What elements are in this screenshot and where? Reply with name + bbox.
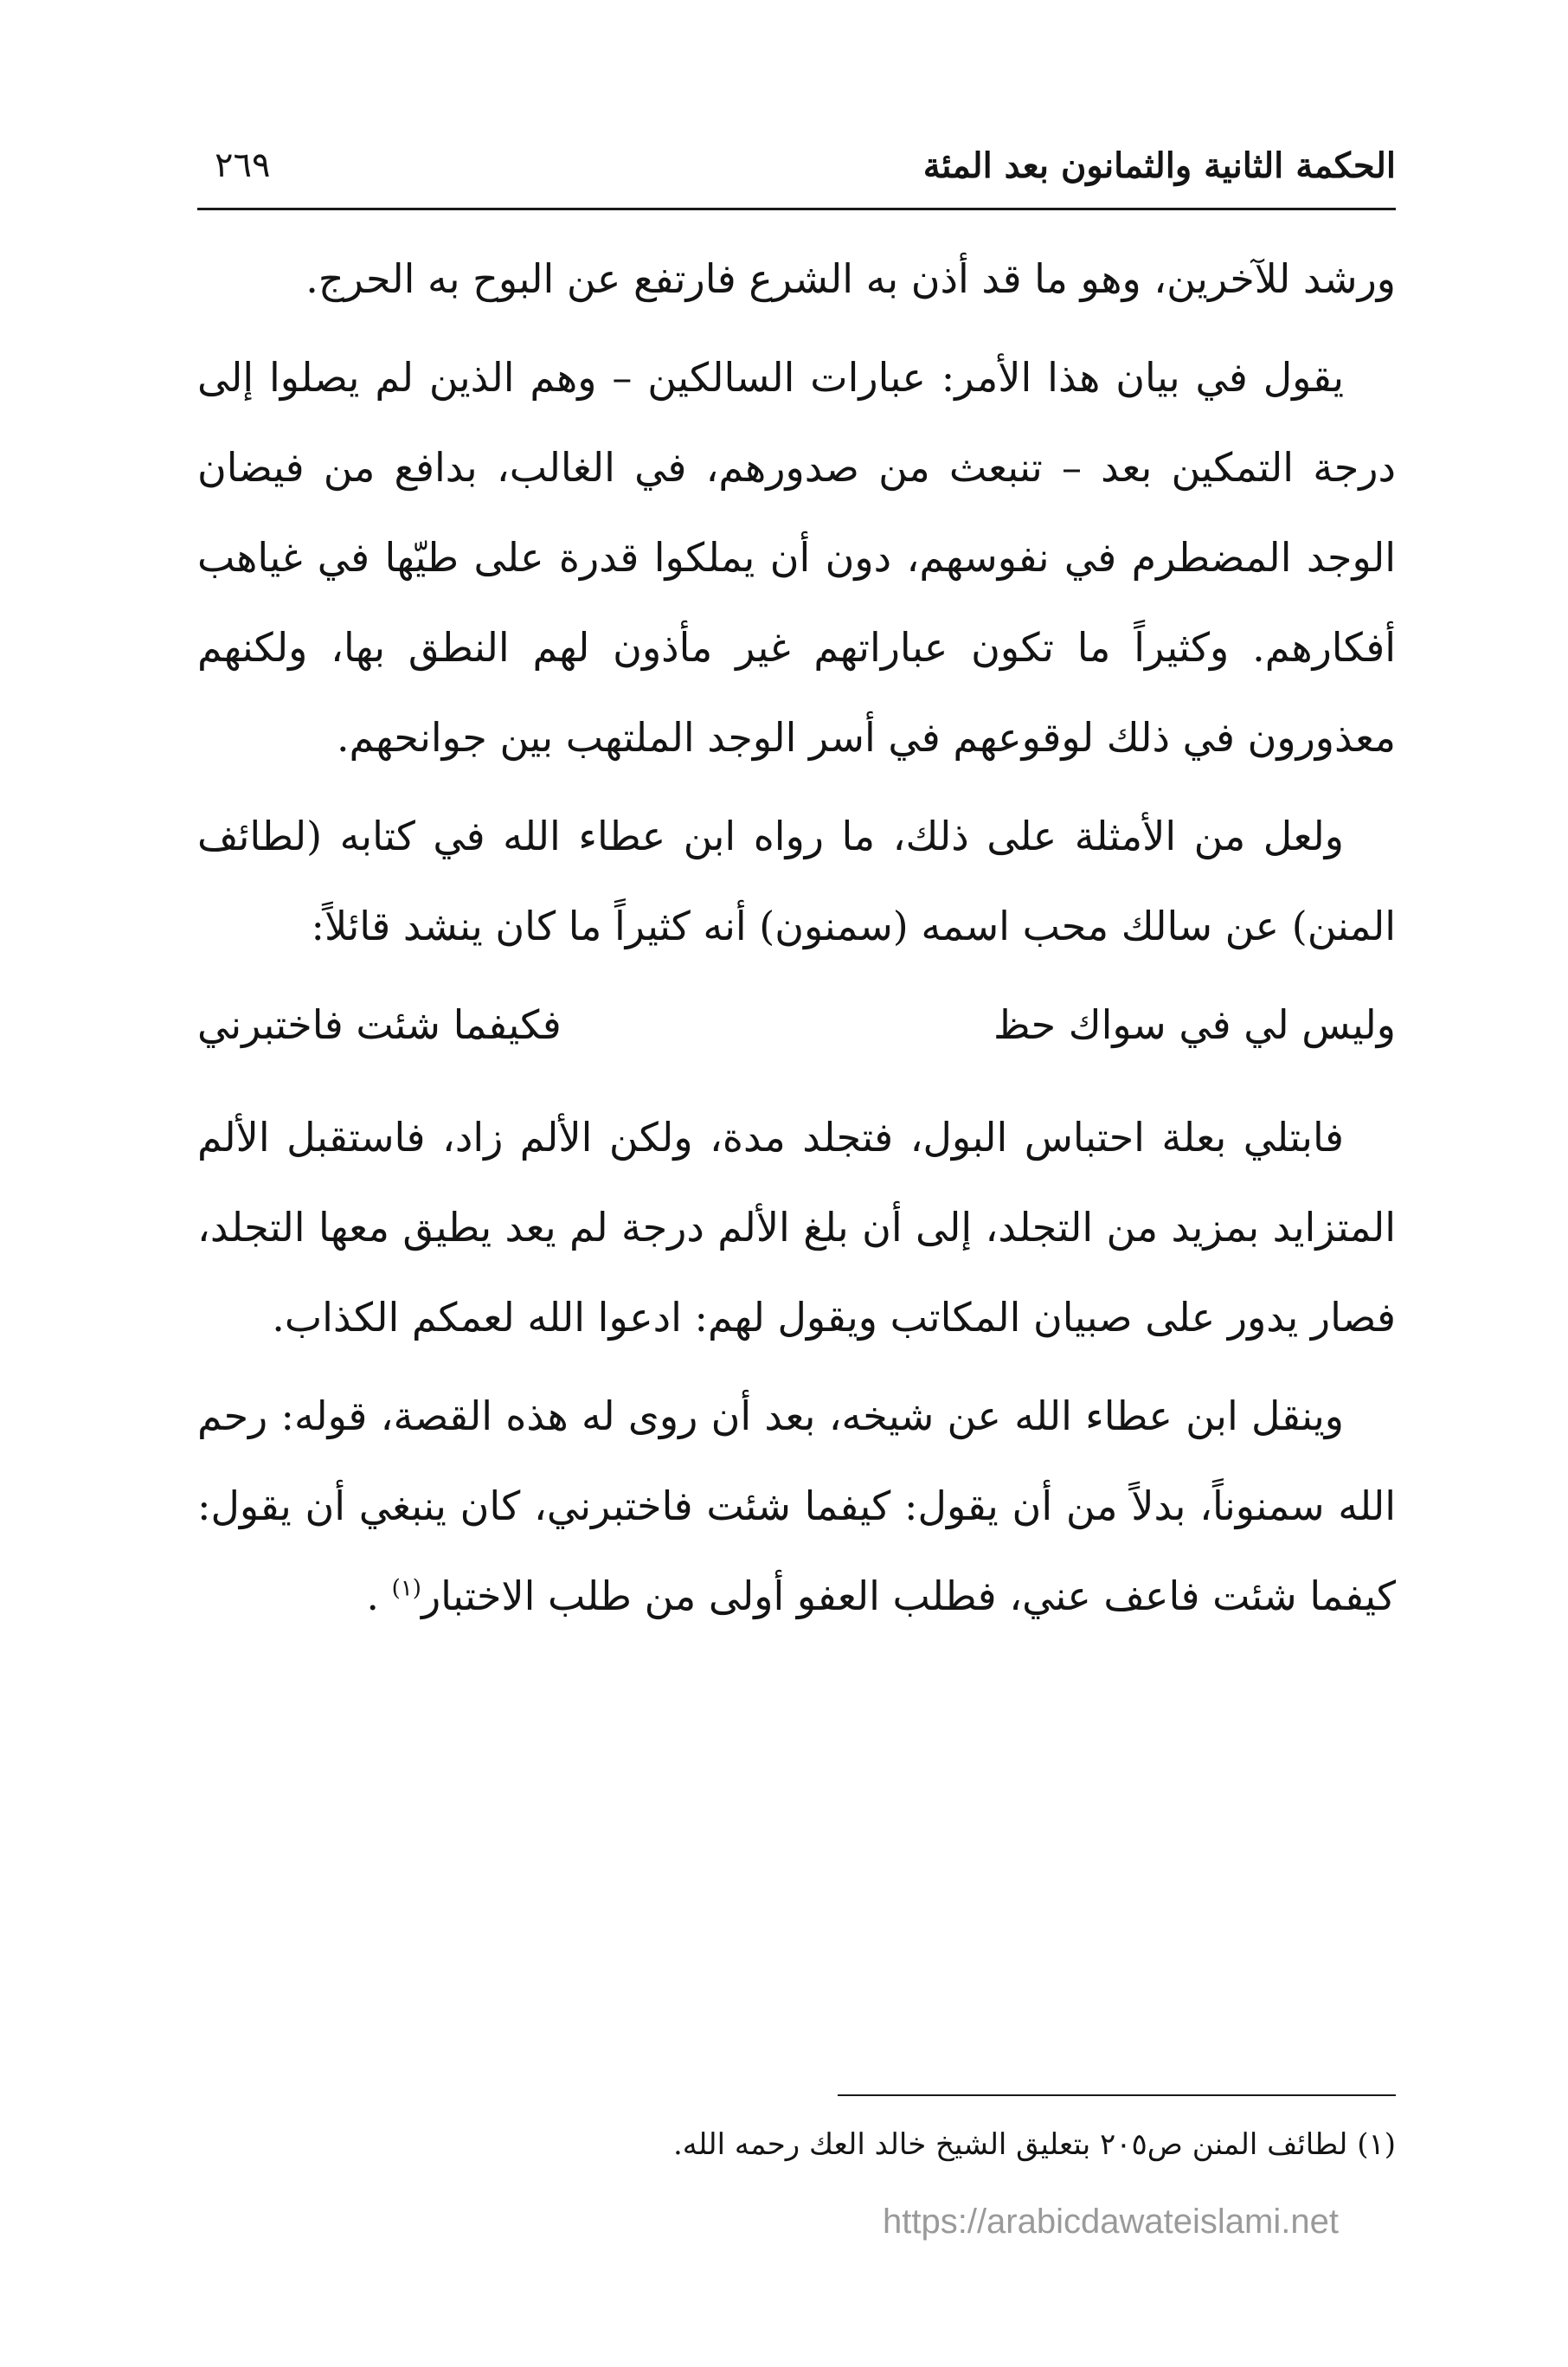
paragraph-1: ورشد للآخرين، وهو ما قد أذن به الشرع فارتفع عن البوح به الحرج. [305, 255, 1396, 302]
verse-first-hemistich: وليس لي في سواك حظ [993, 1001, 1396, 1048]
watermark-url: https://arabicdawateislami.net [883, 2203, 1339, 2241]
footnote: (١) لطائف المنن ص٢٠٥ بتعليق الشيخ خالد العك رحمه الله. [672, 2127, 1396, 2162]
paragraph-5-end: . [366, 1573, 392, 1619]
header-rule [197, 208, 1396, 210]
paragraph-4: فابتلي بعلة احتباس البول، فتجلد مدة، ولكن الألم زاد، فاستقبل الألم المتزايد بمزيد من التجلد، إلى أن بلغ الألم درجة لم يعد يطيق معها التجلد، فصار يدور على صبيان المكاتب ويقول لهم: ادعوا الله لعمكم الكذاب. [197, 1114, 1396, 1341]
verse-second-hemistich: فكيفما شئت فاختبرني [197, 1001, 562, 1048]
paragraph-5-text: وينقل ابن عطاء الله عن شيخه، بعد أن روى له هذه القصة، قوله: رحم الله سمنوناً، بدلاً من أن يقول: كيفما شئت فاختبرني، كان ينبغي أن يقول: كيفما شئت فاعف عني، فطلب العفو أولى من طلب الاختبار [197, 1393, 1396, 1619]
page-header [197, 138, 1396, 199]
footnote-rule [838, 2094, 1396, 2096]
running-head: الحكمة الثانية والثمانون بعد المئة [922, 145, 1396, 186]
main-text [197, 234, 1396, 1650]
footnote-reference: (١) [391, 1575, 421, 1602]
poetry-verse [197, 980, 1396, 1070]
paragraph-3: ولعل من الأمثلة على ذلك، ما رواه ابن عطاء الله في كتابه (لطائف المنن) عن سالك محب اسمه (سمنون) أنه كثيراً ما كان ينشد قائلاً: [197, 813, 1396, 949]
page-number: ٢٦٩ [215, 145, 271, 185]
paragraph-5 [197, 1371, 1396, 1641]
paragraph-2: يقول في بيان هذا الأمر: عبارات السالكين – وهم الذين لم يصلوا إلى درجة التمكين بعد – تنبعث من صدورهم، في الغالب، بدافع من فيضان الوجد المضطرم في نفوسهم، دون أن يملكوا قدرة على طيّها في غياهب أفكارهم. وكثيراً ما تكون عباراتهم غير مأذون لهم النطق بها، ولكنهم معذورون في ذلك لوقوعهم في أسر الوجد الملتهب بين جوانحهم. [197, 354, 1396, 761]
